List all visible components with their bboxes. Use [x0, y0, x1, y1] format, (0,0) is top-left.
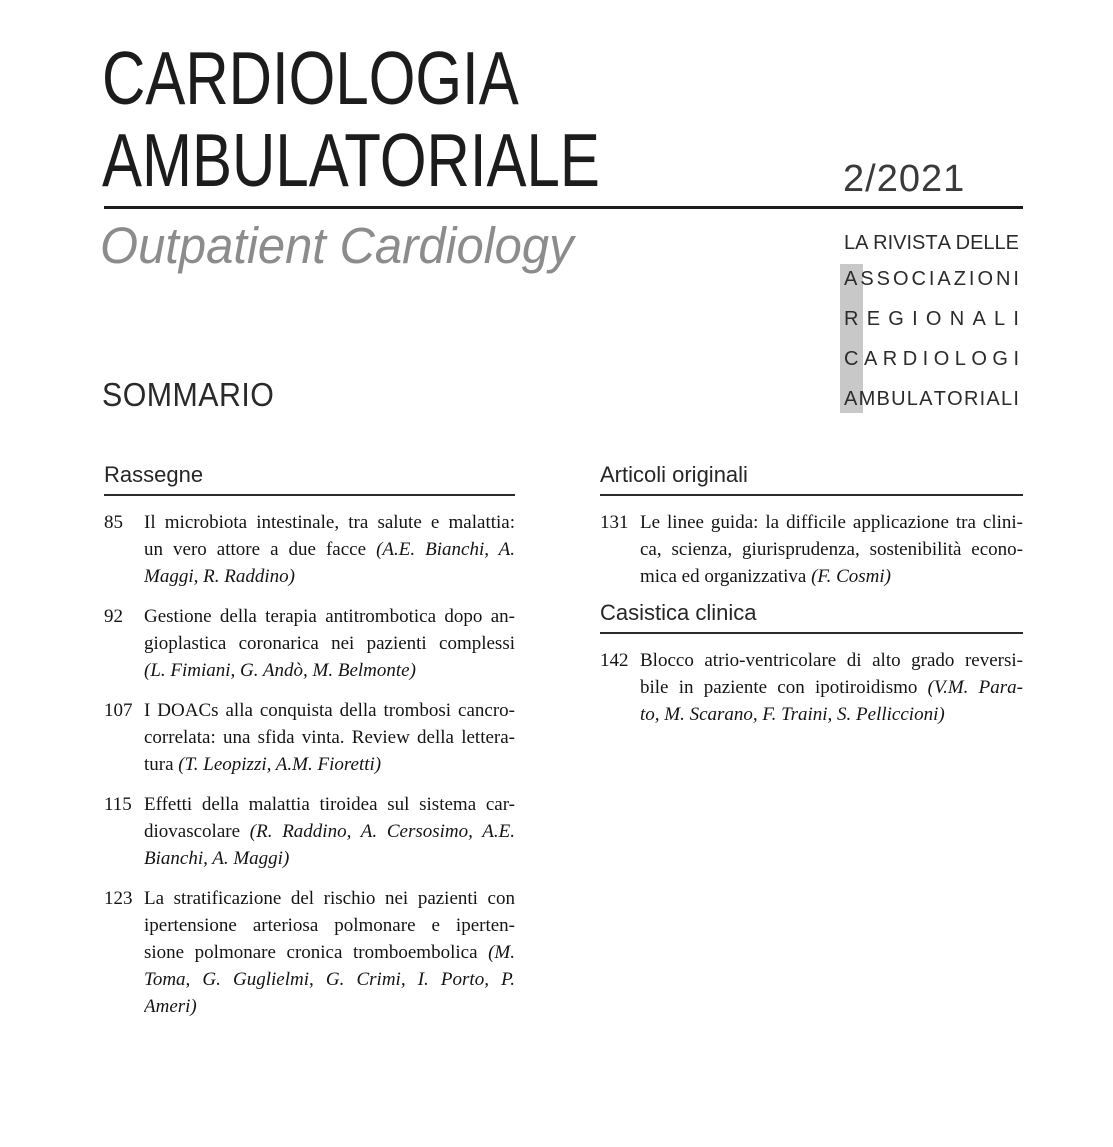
toc-section-title: Rassegne [104, 462, 515, 496]
toc-entry-title-line [144, 536, 515, 563]
toc-entry-text: tura [144, 754, 179, 775]
toc-entry-title [144, 885, 515, 1020]
toc-entry-title-line [144, 885, 515, 912]
journal-title-line1: CARDIOLOGIA [102, 36, 519, 120]
journal-title-line2: AMBULATORIALE [102, 118, 600, 202]
toc-entry-authors: Maggi, R. Raddino) [144, 566, 295, 587]
toc-entry-title [144, 697, 515, 778]
toc-entry-text: diovascolare [144, 821, 250, 842]
association-acronym-line: A M B U L A T O R I A L I [844, 388, 1019, 410]
toc-entry-title-line [144, 912, 515, 939]
toc-entry-authors: (L. Fimiani, G. Andò, M. Belmonte) [144, 660, 416, 681]
toc-entry-text: Gestione della terapia antitrombotica dopo an- [144, 606, 515, 627]
toc-entry-text: La stratificazione del rischio nei pazienti con [144, 888, 515, 909]
toc-entry-text: un vero attore a due facce [144, 539, 377, 560]
toc-entry-text: correlata: una sfida vinta. Review della lettera- [144, 727, 515, 748]
toc-entry [104, 509, 515, 590]
toc-entry-title-line [144, 939, 515, 966]
toc-entry-title-line [144, 563, 515, 590]
toc-column-left [104, 462, 515, 1020]
association-acronym-line: R E G I O N A L I [844, 308, 1019, 330]
toc-entry-title-line [640, 536, 1023, 563]
toc-entry-text: mica ed organizzativa [640, 566, 812, 587]
toc-entry-page-number: 85 [104, 512, 123, 533]
toc-entry-text: bile in paziente con ipotiroidismo [640, 677, 928, 698]
association-line: L A R I V I S T A D E L L E [844, 232, 1019, 254]
toc-section-title: Casistica clinica [600, 600, 1023, 634]
toc-entry-authors: Ameri) [144, 996, 197, 1017]
association-name-block [844, 231, 1019, 427]
issue-number: 2/2021 [843, 158, 966, 200]
toc-entry-text: gioplastica coronarica nei pazienti complessi [144, 633, 515, 654]
toc-entry-title [144, 603, 515, 684]
toc-entry-page-number: 131 [600, 512, 629, 533]
toc-section-title: Articoli originali [600, 462, 1023, 496]
toc-entry-title-line [144, 966, 515, 993]
toc-entry-text: Effetti della malattia tiroidea sul sistema car- [144, 794, 515, 815]
toc-entry [104, 697, 515, 778]
toc-entry-title-line [144, 603, 515, 630]
toc-entry-title-line [144, 657, 515, 684]
toc-entry-authors: (T. Leopizzi, A.M. Fioretti) [178, 754, 382, 775]
toc-entry-text: Le linee guida: la difficile applicazione tra clini- [640, 512, 1023, 533]
toc-entry-title [640, 509, 1023, 590]
toc-entry-page-number: 107 [104, 700, 133, 721]
toc-entry-authors: (M. [488, 942, 515, 963]
toc-entry-title-line [144, 630, 515, 657]
toc-entry-text: Blocco atrio-ventricolare di alto grado reversi- [640, 650, 1023, 671]
toc-entry-title-line [144, 791, 515, 818]
toc-entry [600, 647, 1023, 728]
toc-entry-title-line [144, 993, 515, 1020]
toc-section [104, 462, 515, 1020]
toc-entry-text: I DOACs alla conquista della trombosi cancro- [144, 700, 515, 721]
contents-heading: SOMMARIO [102, 376, 275, 413]
toc-entry-page-number: 92 [104, 606, 123, 627]
association-acronym-line: C A R D I O L O G I [844, 348, 1019, 370]
toc-entry-authors: Bianchi, A. Maggi) [144, 848, 290, 869]
toc-entry-title-line [640, 701, 1023, 728]
toc-entry-text: Il microbiota intestinale, tra salute e malattia: [144, 512, 515, 533]
toc-entry-title [144, 791, 515, 872]
toc-entry-title [144, 509, 515, 590]
journal-subtitle: Outpatient Cardiology [100, 217, 574, 274]
masthead-divider-rule [104, 206, 1023, 209]
toc-entry-authors: (A.E. Bianchi, A. [376, 539, 515, 560]
toc-entry-title-line [640, 647, 1023, 674]
toc-entry-title-line [640, 674, 1023, 701]
toc-section [600, 600, 1023, 728]
toc-entry-title [640, 647, 1023, 728]
toc-entry-authors: (R. Raddino, A. Cersosimo, A.E. [249, 821, 515, 842]
toc-entry-title-line [144, 845, 515, 872]
toc-entry-title-line [144, 509, 515, 536]
journal-title [102, 37, 600, 201]
toc-section [600, 462, 1023, 590]
toc-entry-text: ca, scienza, giurisprudenza, sostenibilità econo- [640, 539, 1023, 560]
toc-entry-page-number: 142 [600, 650, 629, 671]
toc-entry [600, 509, 1023, 590]
toc-entry-authors: (F. Cosmi) [811, 566, 891, 587]
toc-entry-authors: (V.M. Para- [927, 677, 1023, 698]
toc-entry-page-number: 123 [104, 888, 133, 909]
toc-entry-text: ipertensione arteriosa polmonare e iperten- [144, 915, 515, 936]
toc-entry-title-line [640, 563, 1023, 590]
toc-entry-title-line [144, 818, 515, 845]
toc-entry-authors: to, M. Scarano, F. Traini, S. Pelliccioni) [640, 704, 945, 725]
toc-entry-title-line [144, 724, 515, 751]
toc-entry [104, 791, 515, 872]
toc-entry-authors: Toma, G. Guglielmi, G. Crimi, I. Porto, P. [144, 969, 515, 990]
toc-entry [104, 603, 515, 684]
toc-entry-title-line [144, 751, 515, 778]
toc-entry [104, 885, 515, 1020]
toc-column-right [600, 462, 1023, 728]
toc-entry-title-line [640, 509, 1023, 536]
toc-entry-text: sione polmonare cronica tromboembolica [144, 942, 489, 963]
toc-entry-title-line [144, 697, 515, 724]
association-acronym-line: A S S O C I A Z I O N I [844, 268, 1019, 290]
toc-entry-page-number: 115 [104, 794, 132, 815]
